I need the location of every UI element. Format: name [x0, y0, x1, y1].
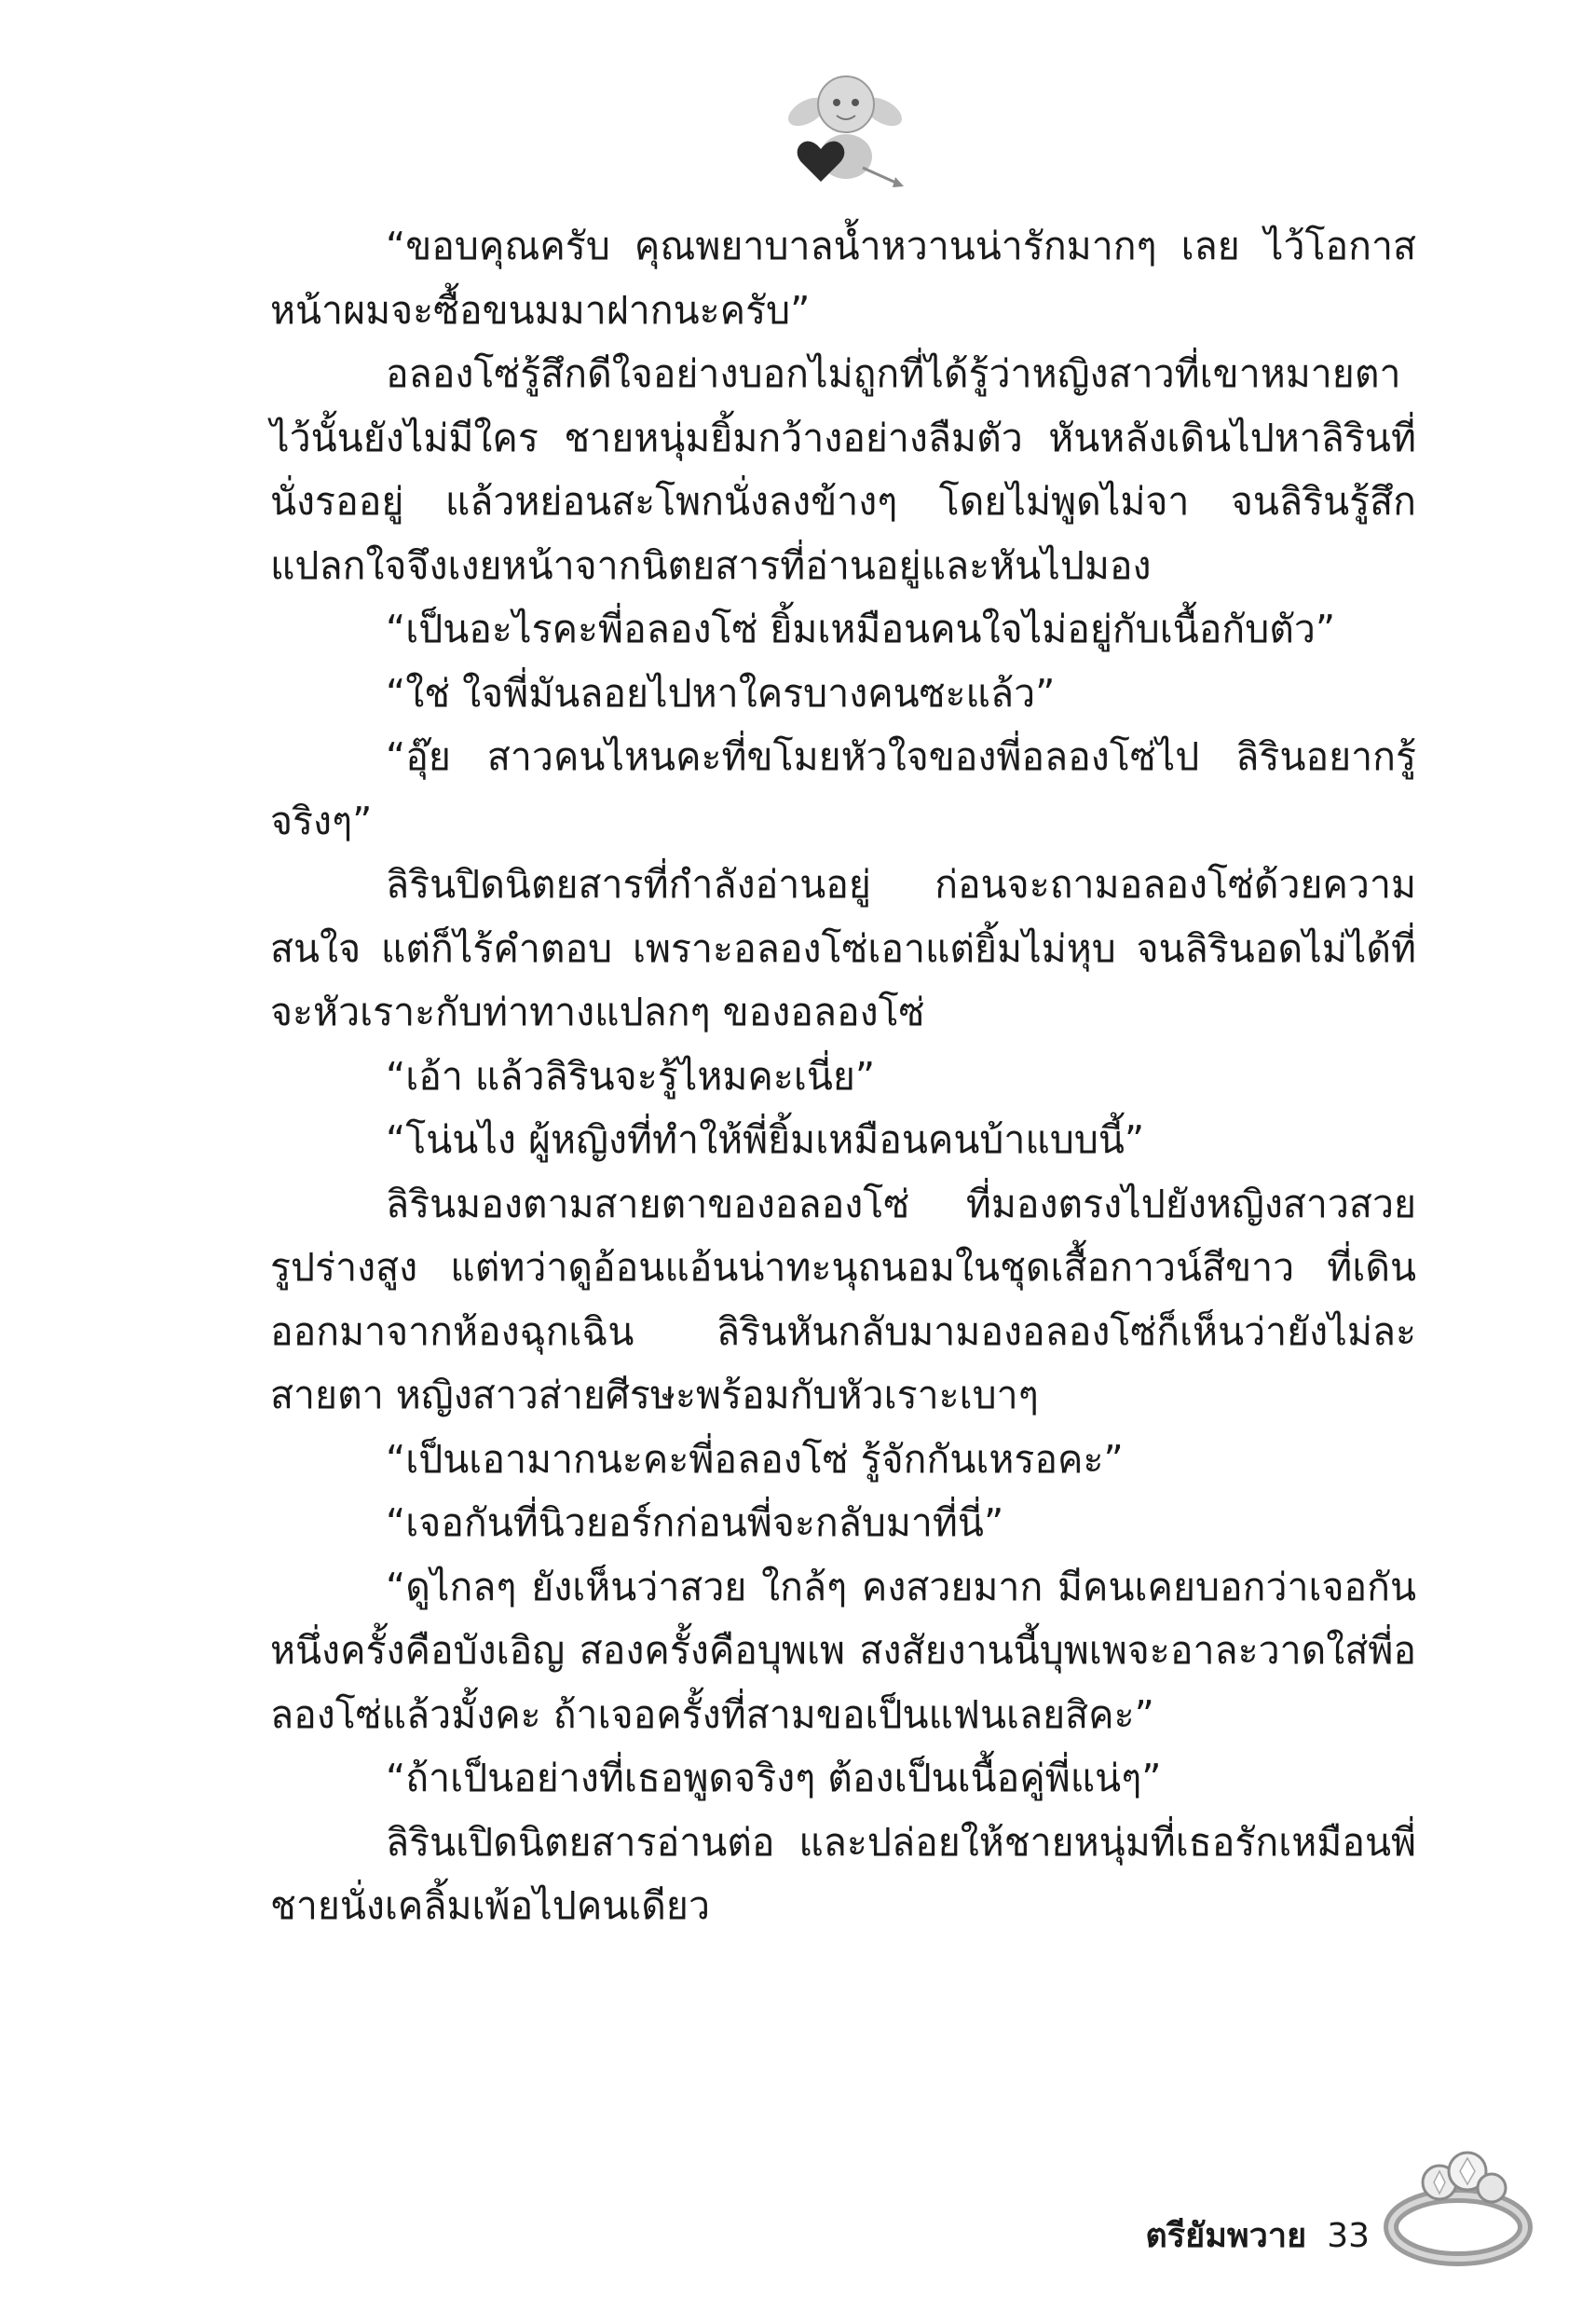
paragraph: อลองโซ่รู้สึกดีใจอย่างบอกไม่ถูกที่ได้รู้ว่าหญิงสาวที่เขาหมายตาไว้นั้นยังไม่มีใคร ชายหนุ่มยิ้มกว้างอย่างลืมตัว หันหลังเดินไปหาลิรินที่นั่งรออยู่ แล้วหย่อนสะโพกนั่งลงข้างๆ โดยไม่พูดไม่จา จนลิรินรู้สึกแปลกใจจึงเงยหน้าจากนิตยสารที่อ่านอยู่และหันไปมอง: [270, 351, 1416, 588]
paragraph: “ขอบคุณครับ คุณพยาบาลน้ำหวานน่ารักมากๆ เลย ไว้โอกาสหน้าผมจะซื้อขนมมาฝากนะครับ”: [270, 224, 1416, 333]
paragraph: “เป็นเอามากนะคะพี่อลองโซ่ รู้จักกันเหรอคะ”: [386, 1436, 1124, 1482]
paragraph: “เอ้า แล้วลิรินจะรู้ไหมคะเนี่ย”: [386, 1053, 876, 1099]
paragraph: “ใช่ ใจพี่มันลอยไปหาใครบางคนซะแล้ว”: [386, 670, 1056, 716]
diamond-ring-icon: [1374, 2134, 1537, 2274]
paragraph: “ดูไกลๆ ยังเห็นว่าสวย ใกล้ๆ คงสวยมาก มีคนเคยบอกว่าเจอกันหนึ่งครั้งคือบังเอิญ สองครั้งคือบุพเพ สงสัยงานนี้บุพเพจะอาละวาดใส่พี่อลองโซ่แล้วมั้งคะ ถ้าเจอครั้งที่สามขอเป็นแฟนเลยสิคะ”: [270, 1564, 1416, 1737]
page-number: 33: [1327, 2217, 1370, 2255]
paragraph: ลิรินมองตามสายตาของอลองโซ่ ที่มองตรงไปยังหญิงสาวสวยรูปร่างสูง แต่ทว่าดูอ้อนแอ้นน่าทะนุถนอมในชุดเสื้อกาวน์สีขาว ที่เดินออกมาจากห้องฉุกเฉิน ลิรินหันกลับมามองอลองโซ่ก็เห็นว่ายังไม่ละสายตา หญิงสาวส่ายศีรษะพร้อมกับหัวเราะเบาๆ: [270, 1181, 1416, 1417]
cupid-heart-icon: [779, 65, 909, 196]
paragraph: ลิรินเปิดนิตยสารอ่านต่อ และปล่อยให้ชายหนุ่มที่เธอรักเหมือนพี่ชายนั่งเคลิ้มเพ้อไปคนเดียว: [270, 1819, 1416, 1928]
paragraph: “เจอกันที่นิวยอร์กก่อนพี่จะกลับมาที่นี่”: [386, 1500, 1004, 1545]
page-footer: [1099, 2210, 1370, 2263]
paragraph: “โน่นไง ผู้หญิงที่ทำให้พี่ยิ้มเหมือนคนบ้าแบบนี้”: [386, 1117, 1145, 1162]
story-text: [270, 214, 1416, 1938]
paragraph: “อุ๊ย สาวคนไหนคะที่ขโมยหัวใจของพี่อลองโซ่ไป ลิรินอยากรู้จริงๆ”: [270, 734, 1416, 843]
book-title: ตรียัมพวาย: [1145, 2217, 1307, 2255]
paragraph: ลิรินปิดนิตยสารที่กำลังอ่านอยู่ ก่อนจะถามอลองโซ่ด้วยความสนใจ แต่ก็ไร้คำตอบ เพราะอลองโซ่เอาแต่ยิ้มไม่หุบ จนลิรินอดไม่ได้ที่จะหัวเราะกับท่าทางแปลกๆ ของอลองโซ่: [270, 862, 1416, 1034]
paragraph: “เป็นอะไรคะพี่อลองโซ่ ยิ้มเหมือนคนใจไม่อยู่กับเนื้อกับตัว”: [386, 607, 1336, 651]
paragraph: “ถ้าเป็นอย่างที่เธอพูดจริงๆ ต้องเป็นเนื้อคู่พี่แน่ๆ”: [386, 1756, 1162, 1800]
